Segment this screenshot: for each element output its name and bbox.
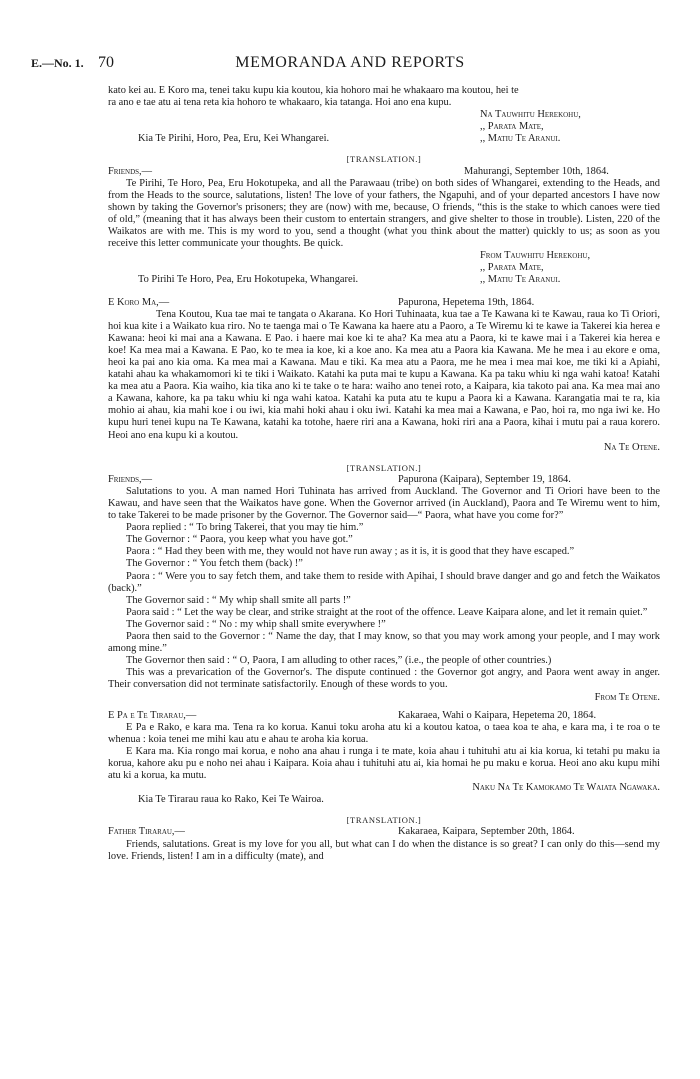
signature: From Te Otene. — [594, 691, 660, 703]
letter-body: E Pa e Rako, e kara ma. Tena ra ko korua. Kanui toku aroha atu ki a koutou katoa, o taea koa te aha, e kara ma, i te roa o te whenua : koia tenei me mihi kau atu e ahau te aroha kia korua. — [108, 721, 660, 745]
signature: ,, Matiu Te Aranui. — [480, 133, 561, 145]
letter-body: Friends, salutations. Great is my love for you all, but what can I do when the distance is so great? I can only do this—send my love. Friends, listen! I am in a difficulty (mate), and — [108, 838, 660, 862]
letter-body: E Kara ma. Kia rongo mai korua, e noho ana ahau i runga i te mate, koia ahau i tuhituhi atu ai kia korua, ki tetahi pu maku ia korua, kahore aku pu e noho nei ahau i Kaipara. Koia ahau i tuhituhi atu ai, kia homai he pu maku e korua. Heoi ano aku kupu mihi atu ki a korua, ka mutu. — [108, 745, 660, 782]
page-title: MEMORANDA AND REPORTS — [235, 54, 465, 71]
salutation: E Pa e Te Tirarau,— — [108, 709, 197, 721]
place-date: Mahurangi, September 10th, 1864. — [464, 165, 609, 177]
dialogue-line: Paora replied : “ To bring Takerei, that you may tie him.” — [126, 522, 364, 534]
addressee: Kia Te Pirihi, Horo, Pea, Eru, Kei Whangarei. — [138, 133, 330, 145]
signature: From Tauwhitu Herekohu, — [480, 250, 591, 262]
dialogue-line: The Governor : “ Paora, you keep what you have got.” — [126, 534, 353, 546]
place-date: Papurona (Kaipara), September 19, 1864. — [398, 473, 571, 485]
dialogue-line: Paora then said to the Governor : “ Name the day, that I may know, so that you may work among your people, and I may work among mine.” — [108, 631, 660, 655]
salutation: Father Tirarau,— — [108, 826, 185, 838]
place-date: Papurona, Hepetema 19th, 1864. — [398, 296, 535, 308]
translation-3 — [108, 814, 660, 862]
dialogue-line: The Governor then said : “ O, Paora, I am alluding to other races,” (i.e., the people of other countries.) — [126, 655, 552, 667]
dialogue-line: The Governor : “ You fetch them (back) !” — [126, 558, 303, 570]
dialogue-line: Paora : “ Had they been with me, they would not have run away ; as it is, it is good that they have escaped.” — [126, 546, 575, 558]
page-body — [108, 85, 660, 863]
translation-1 — [108, 153, 660, 286]
signature: Na Te Otene. — [603, 441, 660, 453]
translation-label: [TRANSLATION.] — [346, 462, 422, 473]
translation-label: [TRANSLATION.] — [346, 815, 422, 826]
signature: ,, Parata Mate, — [480, 262, 544, 274]
salutation: Friends,— — [108, 473, 153, 485]
addressee: To Pirihi Te Horo, Pea, Eru Hokotupeka, Whangarei. — [138, 274, 359, 286]
letter-body: Te Pirihi, Te Horo, Pea, Eru Hokotupeka, and all the Parawaau (tribe) on both sides of Whangarei, extending to the Heads, and from the Heads to the source, salutations, listen! The love of your fathers, the Ngapuhi, and of your departed ancestors I have now shown by taking the Governor's prisoners; they are (now) with me, because, O friends, “this is the stake to which canoes were tied of old,” (meaning that it has always been their custom to entertain strangers, and give shelter to those in trouble). Listen, 220 of the Waikatos are with me. This is my word to you, send a thought (what you think about the matter) quickly to us; as soon as you receive this letter communicate your thoughts. Be quick. — [108, 177, 660, 250]
place-date: Kakaraea, Kaipara, September 20th, 1864. — [398, 826, 575, 838]
place-date: Kakaraea, Wahi o Kaipara, Hepetema 20, 1864. — [398, 709, 597, 721]
document-number: E.—No. 1. — [31, 56, 84, 70]
dialogue-line: Paora said : “ Let the way be clear, and strike straight at the root of the offence. Leave Kaipara alone, and let it remain quiet.” — [126, 606, 648, 618]
page-number: 70 — [98, 54, 114, 71]
letter-body: Salutations to you. A man named Hori Tuhinata has arrived from Auckland. The Governor and Ti Oriori have been to the Kawau, and have seen that the Waikatos have gone. When the Governor arrived (in Auckland), Paora and Te Wiremu went to him, to take Takerei to be made prisoner by the Governor. The Governor said—“ Paora, what have you come for?” — [108, 485, 660, 522]
letter-maori-1 — [108, 85, 660, 145]
dialogue-line: The Governor said : “ No : my whip shall smite everywhere !” — [126, 618, 386, 630]
dialogue-line: Paora : “ Were you to say fetch them, and take them to reside with Apihai, I should brave danger and go and fetch the Waikatos (back).” — [108, 570, 660, 594]
addressee: Kia Te Tirarau raua ko Rako, Kei Te Wairoa. — [138, 794, 324, 806]
body-line: kato kei au. E Koro ma, tenei taku kupu kia koutou, kia hohoro mai he whakaaro ma koutou, hei te — [108, 85, 519, 96]
signature: Na Tauwhitu Herekohu, — [480, 109, 581, 121]
translation-label: [TRANSLATION.] — [346, 154, 422, 165]
signature: Naku Na Te Kamokamo Te Waiata Ngawaka. — [472, 782, 660, 794]
salutation: Friends,— — [108, 165, 153, 177]
translation-2 — [108, 462, 660, 704]
body-line: ra ano e tae atu ai tena reta kia hohoro te whakaaro, kia tatanga. Hoi ano ena kupu. — [108, 97, 452, 109]
dialogue-line: This was a prevarication of the Governor's. The dispute continued : the Governor got angry, and Paora went away in anger. Their conversation did not terminate satisfactorily. Enough of these words to you. — [108, 667, 660, 691]
signature: ,, Parata Mate, — [480, 121, 544, 133]
dialogue-line: The Governor said : “ My whip shall smite all parts !” — [126, 594, 351, 606]
letter-maori-3 — [108, 710, 660, 807]
letter-maori-2 — [108, 297, 660, 454]
letter-body: Tena Koutou, Kua tae mai te tangata o Akarana. Ko Hori Tuhinaata, kua tae a Te Kawana ki te Kawau, raua ko Ti Oriori, hoi kua kite i a Waikato kua riro. No te taenga mai o Te Kawana ka haere atu a Paoro, a Te Wiremu ki te kawe ia Takerei kia herea e Kawana: heoi ki mai ana a Kawana. E Pao. i haere mai koe ki te aha? Ka mea atu a Paora, ki te kawe mai i a Takerei kia herea e koe! Ka mea mai a Kawana. E Pao, ko te mea ia koe, ki a koe ano. Ka mea atu a Paora kia Kawana. Me he mea i au ekore e oma, heoi ka pai ano kia oma. Ka mea mai a Kawana. Mau e tiki. Ka mea atu a Paora, me he mea i mea mai koe, me tiki ki a Apiahi, katahi ahau ka whakamomori ki te tiki i Waikato. Katahi ka puta mai te kupu a Kawana. Ka pa taku whiu ki nga wahi katoa! Katahi ka mea atu a Paora. Kia waiho, kia tika ano ki te take o te hara: waiho ano tenei roto, a Kaipara, kia takoto pai ana. Ka mea mai ano a Kawana, kahore, ka pa taku whiu ki nga wahi katoa. Katahi ka puta atu te kupu a Paora ki a Kawana. Karangatia mai te ra, kia mohio ai ahau, kia mahi koe i ou iwi, kia mahi hoki ahau i oku iwi. Katahi ka mea mai a Kawana, e Pao, hoi ra, mo nga iwi ke. Ho kupu huri tenei kupu na Te Kawana, katahi ka totohe, haere riri ana a Kawana, hoki riri ana a Paora, kihai i mutu pai a raua korero. Heoi ano ena kupu ki a koutou. — [108, 308, 660, 441]
signature: ,, Matiu Te Aranui. — [480, 274, 561, 286]
page-header — [0, 54, 700, 74]
salutation: E Koro Ma,— — [108, 296, 170, 308]
